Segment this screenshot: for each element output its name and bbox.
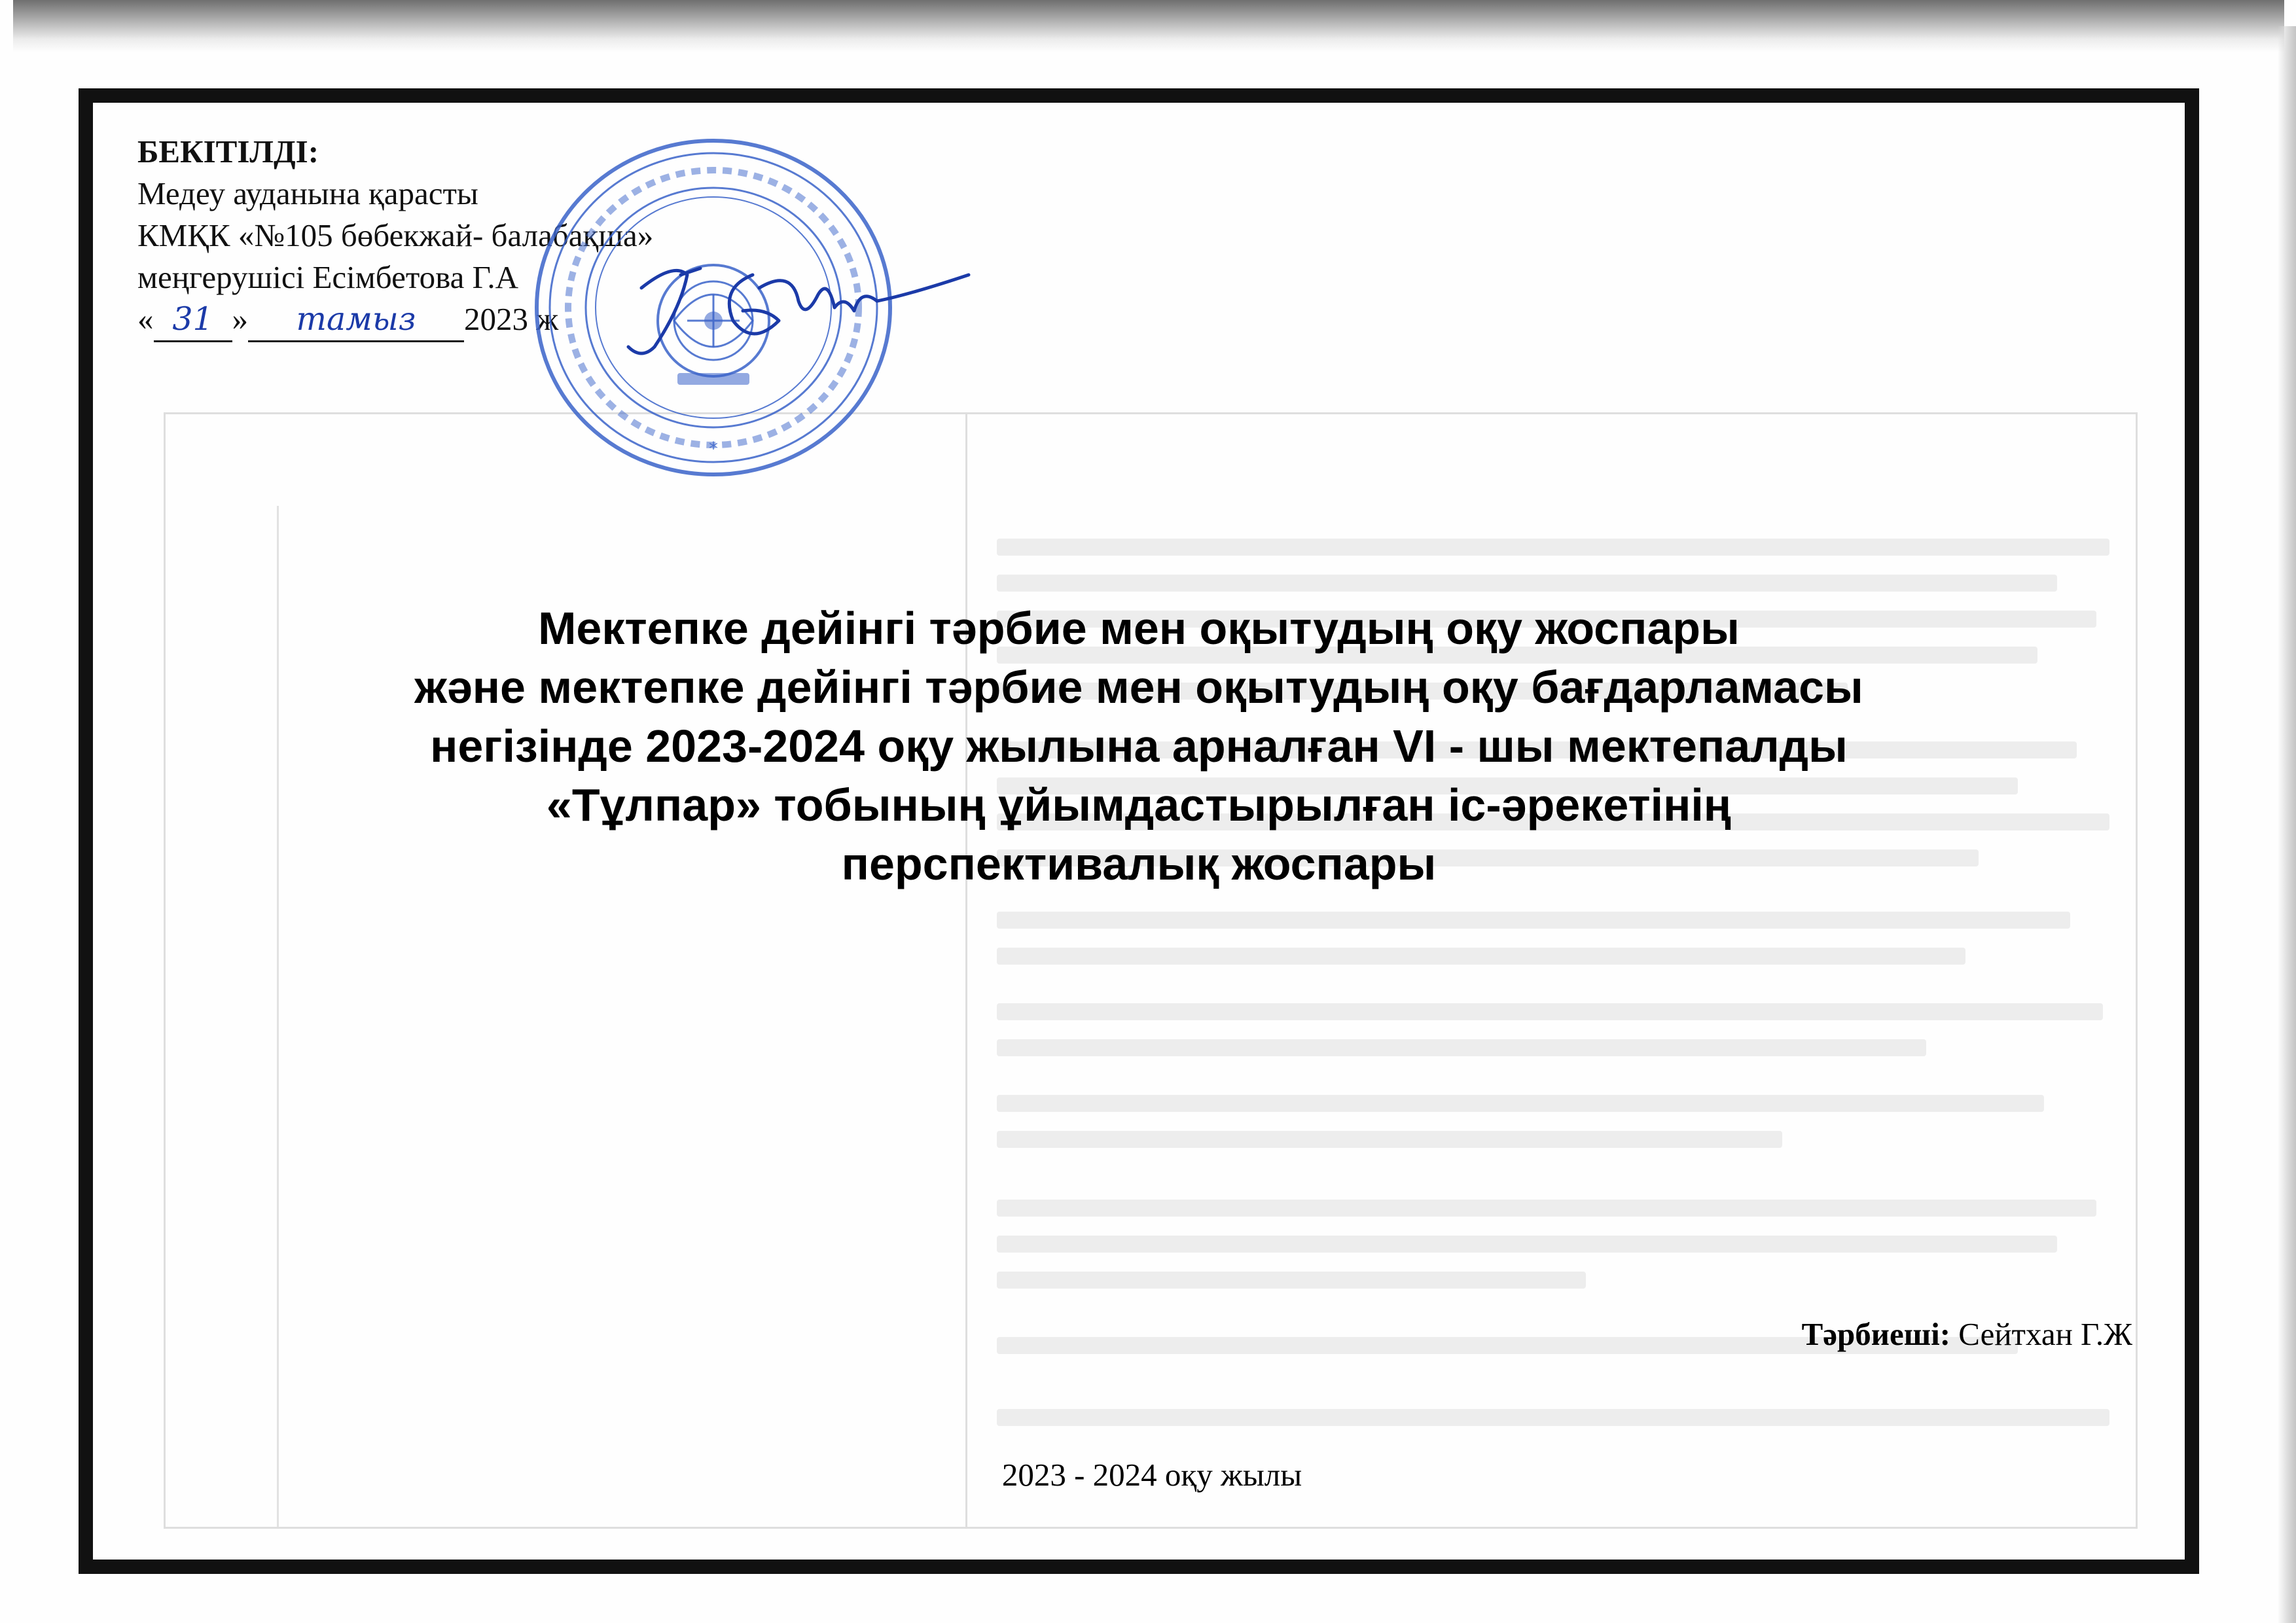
- approval-heading: БЕКІТІЛДІ:: [137, 134, 319, 169]
- svg-text:*: *: [709, 438, 718, 459]
- title-line: Мектепке дейінгі тәрбие мен оқытудың оқу жоспары: [538, 603, 1740, 654]
- handwritten-day: 31: [154, 298, 232, 342]
- title-line: және мектепке дейінгі тәрбие мен оқытудың оқу бағдарламасы: [414, 662, 1863, 713]
- handwritten-signature: [602, 249, 982, 380]
- title-line: «Тұлпар» тобының ұйымдастырылған іс-әрекетінің: [546, 779, 1732, 830]
- educator-label: Тәрбиеші:: [1801, 1316, 1951, 1352]
- title-line: негізінде 2023-2024 оқу жылына арналған VI - шы мектепалды: [430, 721, 1848, 772]
- academic-year: 2023 - 2024 оқу жылы: [1001, 1457, 1302, 1493]
- approval-year: 2023 ж: [464, 301, 559, 337]
- educator-name: Сейтхан Г.Ж: [1958, 1316, 2132, 1352]
- approval-line-district: Медеу ауданына қарасты: [137, 175, 478, 211]
- document-title: [216, 599, 2062, 893]
- handwritten-month: тамыз: [248, 298, 464, 342]
- scan-edge-shadow-top: [13, 0, 2284, 52]
- quote-close: »: [232, 301, 248, 337]
- title-line: перспективалық жоспары: [841, 838, 1437, 889]
- scan-edge-shadow-right: [2278, 26, 2296, 1623]
- approval-line-organization: КМҚК «№105 бөбекжай- балабақша»: [137, 217, 654, 253]
- approval-line-head: меңгерушісі Есімбетова Г.А: [137, 259, 519, 295]
- quote-open: «: [137, 301, 154, 337]
- educator-line: [1802, 1315, 2132, 1353]
